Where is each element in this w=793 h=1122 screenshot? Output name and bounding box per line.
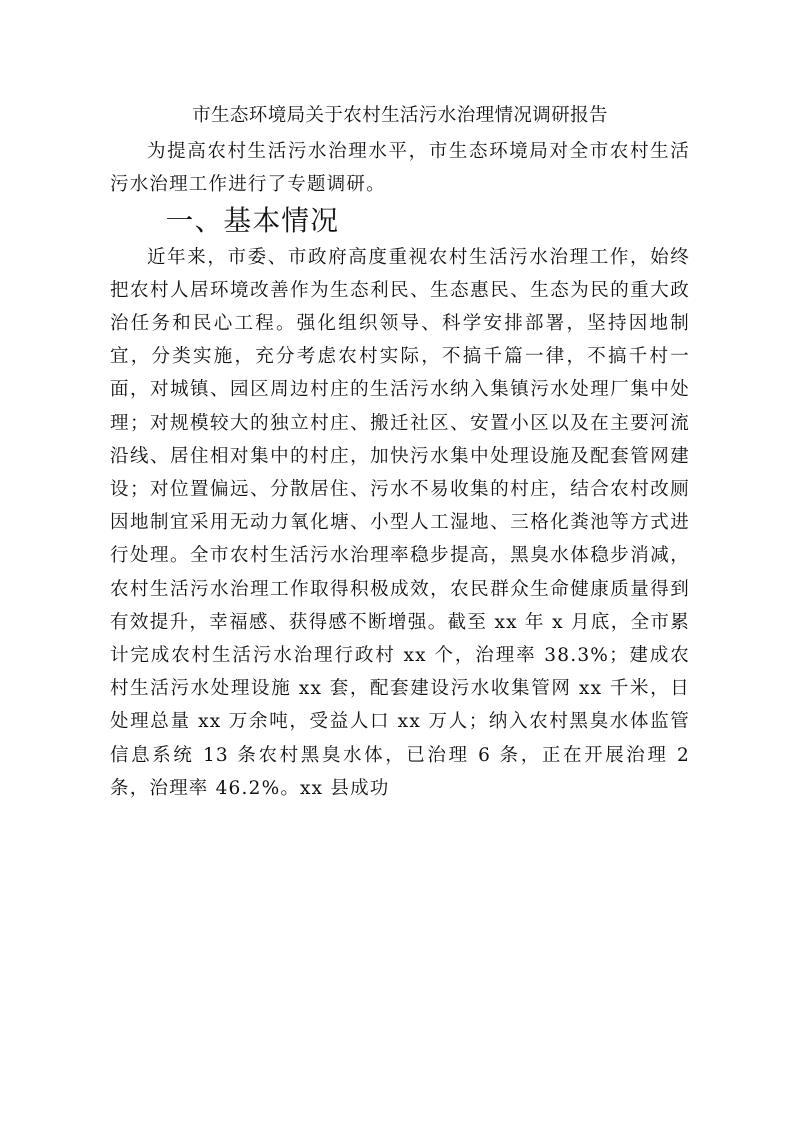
section-body-paragraph: 近年来，市委、市政府高度重视农村生活污水治理工作，始终把农村人居环境改善作为生态利民、生态惠民、生态为民的重大政治任务和民心工程。强化组织领导、科学安排部署，坚持因地制宜，分类实施，充分考虑农村实际，不搞千篇一律，不搞千村一面，对城镇、园区周边村庄的生活污水纳入集镇污水处理厂集中处理；对规模较大的独立村庄、搬迁社区、安置小区以及在主要河流沿线、居住相对集中的村庄，加快污水集中处理设施及配套管网建设；对位置偏远、分散居住、污水不易收集的村庄，结合农村改厕因地制宜采用无动力氧化塘、小型人工湿地、三格化粪池等方式进行处理。全市农村生活污水治理率稳步提高，黑臭水体稳步消减，农村生活污水治理工作取得积极成效，农民群众生命健康质量得到有效提升，幸福感、获得感不断增强。截至 xx 年 x 月底，全市累计完成农村生活污水治理行政村 xx 个，治理率 38.3%；建成农村生活污水处理设施 xx 套，配套建设污水收集管网 xx 千米，日处理总量 xx 万余吨，受益人口 xx 万人；纳入农村黑臭水体监管信息系统 13 条农村黑臭水体，已治理 6 条，正在开展治理 2 条，治理率 46.2%。xx 县成功 (110, 246, 690, 799)
intro-paragraph: 为提高农村生活污水治理水平，市生态环境局对全市农村生活污水治理工作进行了专题调研。 (110, 141, 690, 196)
document-title: 市生态环境局关于农村生活污水治理情况调研报告 (192, 105, 608, 126)
document-body (110, 98, 690, 805)
section-heading-basic-situation: 一、基本情况 (165, 204, 340, 238)
